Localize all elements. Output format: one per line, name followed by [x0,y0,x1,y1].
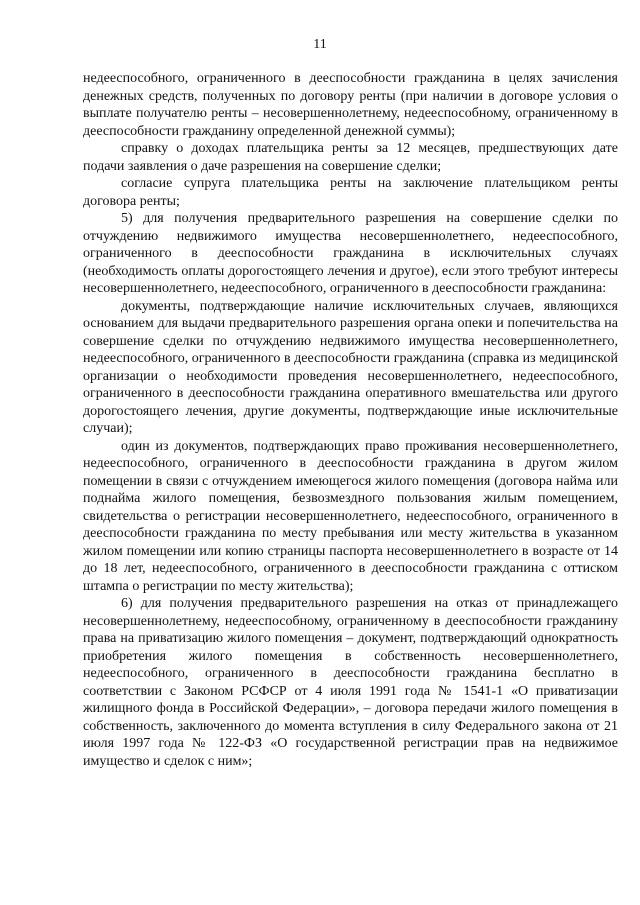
page-number: 11 [313,37,327,52]
paragraph: документы, подтверждающие наличие исключительных случаев, являющихся основанием для выдачи предварительного разрешения органа опеки и попечительства на совершение сделки по отчуждению недвижимого имущества несовершеннолетнего, недееспособного, ограниченного в дееспособности гражданина (справка из медицинской организации о необходимости проведения несовершеннолетнего, недееспособного, ограниченного в дееспособности гражданина оперативного вмешательства или другого дорогостоящего лечения, другие документы, подтверждающие иные исключительные случаи); [83,298,618,436]
paragraph: один из документов, подтверждающих право проживания несовершеннолетнего, недееспособного, ограниченного в дееспособности гражданина в другом жилом помещении в связи с отчуждением имеющегося жилого помещения (договора найма или поднайма жилого помещения, безвозмездного пользования жилым помещением, свидетельства о регистрации несовершеннолетнего, недееспособного, ограниченного в дееспособности гражданина по месту пребывания или месту жительства в указанном жилом помещении или копию страницы паспорта несовершеннолетнего в возрасте от 14 до 18 лет, недееспособного, ограниченного в дееспособности гражданина с оттиском штампа о регистрации по месту жительства); [83,438,618,594]
paragraph: справку о доходах плательщика ренты за 12 месяцев, предшествующих дате подачи заявления о даче разрешения на совершение сделки; [83,141,618,174]
body-text [83,70,618,770]
paragraph: 5) для получения предварительного разрешения на совершение сделки по отчуждению недвижимого имущества несовершеннолетнего, недееспособного, ограниченного в дееспособности гражданина в исключительных случаях (необходимость оплаты дорогостоящего лечения и другое), если этого требуют интересы несовершеннолетнего, недееспособного, ограниченного в дееспособности гражданина: [83,211,618,296]
paragraph: 6) для получения предварительного разрешения на отказ от принадлежащего несовершеннолетнему, недееспособному, ограниченному в дееспособности гражданину права на приватизацию жилого помещения – документ, подтверждающий однократность приобретения жилого помещения в собственность несовершеннолетнего, недееспособного, ограниченного в дееспособности гражданина бесплатно в соответствии с Законом РСФСР от 4 июля 1991 года № 1541-1 «О приватизации жилищного фонда в Российской Федерации», – договора передачи жилого помещения в собственность, заключенного до момента вступления в силу Федерального закона от 21 июля 1997 года № 122-ФЗ «О государственной регистрации прав на недвижимое имущество и сделок с ним»; [83,596,618,769]
paragraph: согласие супруга плательщика ренты на заключение плательщиком ренты договора ренты; [83,176,618,209]
paragraph: недееспособного, ограниченного в дееспособности гражданина в целях зачисления денежных средств, полученных по договору ренты (при наличии в договоре условия о выплате получателю ренты – несовершеннолетнему, недееспособному, ограниченному в дееспособности гражданину определенной денежной суммы); [83,71,618,139]
